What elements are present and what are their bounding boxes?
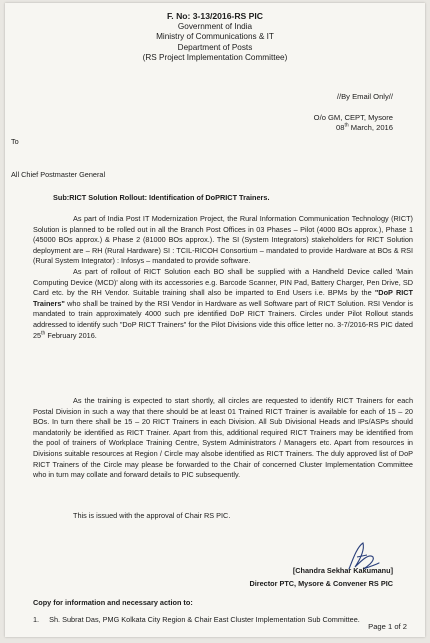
file-number: F. No: 3-13/2016-RS PIC — [167, 11, 263, 21]
approval-note: This is issued with the approval of Chair RS PIC. — [73, 511, 231, 520]
paragraph-2-part-b: who shall be trained by the RSI Vendor in Hardware as well Software part of RICT Solution. RSI Vendor is mandated to train approximately 4000 such pre identified DoP RICT Trainers. Circles under Pilot Rollout stands addressed to identify such "DoP RICT Trainers" for the Pilot Divisions vide this office letter no. 3-7/2016-RS PIC dated 25 — [33, 298, 413, 340]
letterhead-line-1: Government of India — [177, 21, 253, 31]
signatory-name: [Chandra Sekhar Kakumanu] — [292, 566, 393, 575]
to-label: To — [11, 137, 19, 146]
paragraph-2-part-a: As part of rollout of RICT Solution each BO shall be supplied with a Handheld Device called 'Main Computing Device (MCD)' along with its accessories e.g. Barcode Scanner, PIN Pad, Battery Charger, Pen Drive, SD Card etc. by the RH Vendor. Suitable training shall also be imparted to End Users i.e. BPMs by the — [33, 267, 413, 298]
letterhead-line-3: Department of Posts — [177, 42, 253, 52]
date-day: 08 — [336, 123, 345, 132]
addressee: All Chief Postmaster General — [11, 170, 106, 179]
paragraph-2-bold: "DoP RICT Trainers" — [33, 288, 413, 308]
paragraph-2-part-c: February 2016. — [45, 330, 97, 340]
paragraph-2 — [33, 267, 413, 341]
copy-list — [33, 615, 413, 626]
list-item-text: Sh. Subrat Das, PMG Kolkata City Region & Chair East Cluster Implementation Sub Committee. — [49, 615, 360, 624]
page-number: Page 1 of 2 — [368, 622, 407, 631]
date-suffix: th — [344, 122, 349, 129]
from-office: O/o GM, CEPT, Mysore — [313, 113, 393, 122]
letter-date — [336, 123, 393, 133]
email-note: //By Email Only// — [336, 92, 393, 101]
signatory-designation: Director PTC, Mysore & Convener RS PIC — [249, 579, 393, 588]
copy-heading: Copy for information and necessary action to: — [33, 598, 193, 607]
subject-line — [53, 193, 269, 204]
date-rest: March, 2016 — [350, 123, 393, 132]
letterhead-line-4: (RS Project Implementation Committee) — [142, 53, 288, 62]
list-item-number: 1. — [33, 615, 40, 624]
paragraph-1: As part of India Post IT Modernization Project, the Rural Information Communication Technology (RICT) Solution is planned to be rolled out in all the Branch Post Offices in 03 Phases – Pilot (4000 BOs approx.), Phase 1 (45000 BOs approx.) & Phase 2 (81000 BOs approx.). The SI (System Integrators) stakeholders for RICT Solution deployment are – RH (Rural Hardware) SI : TCIL-RICOH Consortium – mandated to provide Hardware at BOs & RSI (Rural System Integrator) : Infosys – mandated to provide software. — [33, 214, 413, 266]
list-item — [33, 615, 413, 626]
letterhead — [5, 11, 425, 64]
paragraph-2-sup: th — [41, 330, 46, 337]
subject-text: RICT Solution Rollout: Identification of DoPRICT Trainers. — [69, 193, 270, 202]
document-page — [5, 3, 425, 637]
letterhead-line-2: Ministry of Communications & IT — [156, 32, 274, 41]
paragraph-3: As the training is expected to start shortly, all circles are requested to identify RICT Trainers for each Postal Division in such a way that there should be at least 01 Trained RICT Trainer is available for each of 15 – 20 BOs. In turn there shall be 15 – 20 RICT Trainers in each Division. All Sub Divisional Heads and IPs/ASPs should mandatorily be identified as RICT Trainer. Apart from this, additional required RICT Trainers may be identified from the pool of trainers of Workplace Training Centre, System Administrators / Managers etc. Apart from resources in Divisions suitable resources at Region / Circle may alsobe identified as RICT Trainers. The duly approved list of DoP RICT Trainers of the Circle may please be forwarded to the Chair of concerned Cluster Implementation Committee who in turn may collate and forward details to PIC subsequently. — [33, 396, 413, 480]
subject-label: Sub: — [53, 193, 70, 202]
